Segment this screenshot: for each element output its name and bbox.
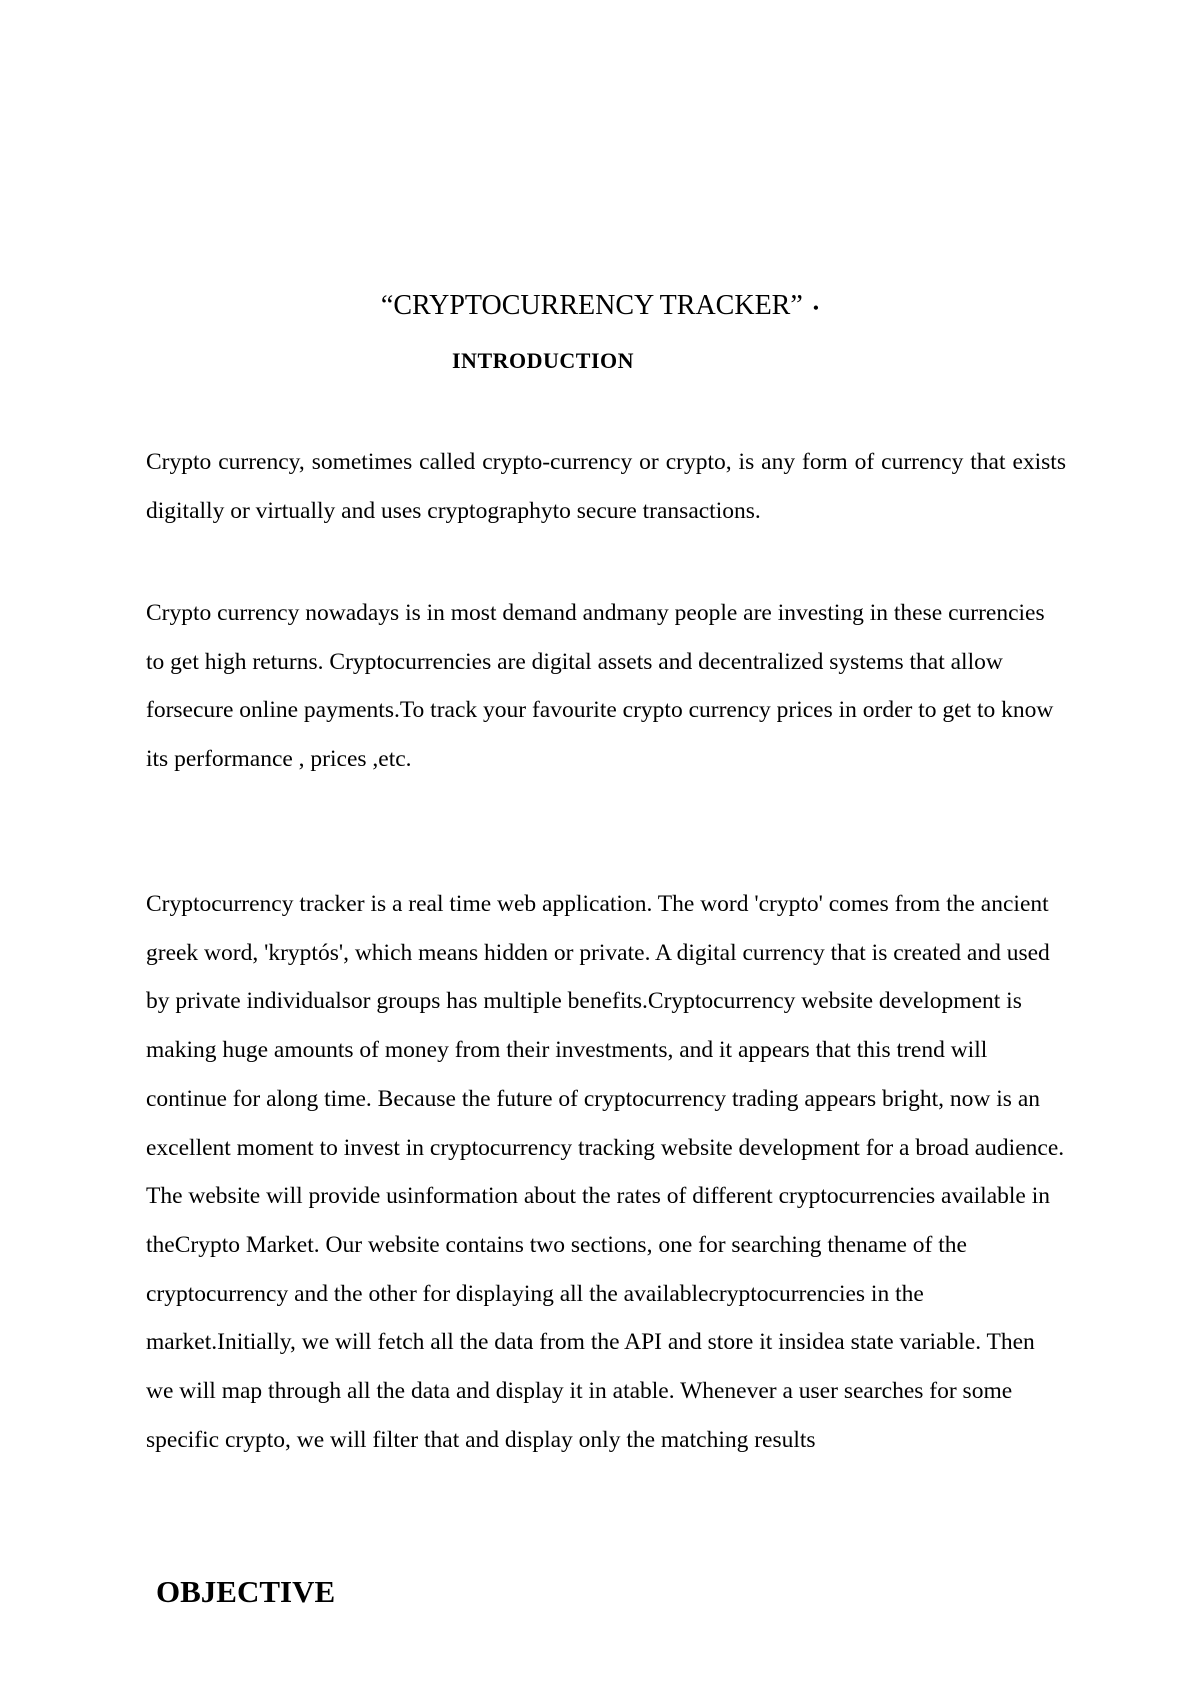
paragraph-definition: Crypto currency, sometimes called crypto-currency or crypto, is any form of currency that exists digitally or virtually and uses cryptographyto secure transactions. bbox=[146, 449, 1066, 524]
title-bullet-icon: • bbox=[812, 297, 820, 318]
document-title-text: “CRYPTOCURRENCY TRACKER” bbox=[380, 290, 803, 321]
paragraph-demand: Crypto currency nowadays is in most demand andmany people are investing in these currencies to get high returns. Cryptocurrencies are digital assets and decentralized systems that allow forsecure online payments.To track your favourite crypto currency prices in order to get to know its performance , prices ,etc. bbox=[146, 600, 1054, 773]
document-title bbox=[0, 288, 1200, 326]
paragraph-tracker-description: Cryptocurrency tracker is a real time web application. The word 'crypto' comes from the ancient greek word, 'kryptós', which means hidden or private. A digital currency that is created and used by private individualsor groups has multiple benefits.Cryptocurrency website development is making huge amounts of money from their investments, and it appears that this trend will continue for along time. Because the future of cryptocurrency trading appears bright, now is an excellent moment to invest in cryptocurrency tracking website development for a broad audience. The website will provide usinformation about the rates of different cryptocurrencies available in theCrypto Market. Our website contains two sections, one for searching thename of the cryptocurrency and the other for displaying all the availablecryptocurrencies in the market.Initially, we will fetch all the data from the API and store it insidea state variable. Then we will map through all the data and display it in atable. Whenever a user searches for some specific crypto, we will filter that and display only the matching results bbox=[146, 891, 1065, 1453]
section-title-introduction: INTRODUCTION bbox=[452, 348, 635, 373]
section-heading-objective: OBJECTIVE bbox=[156, 1574, 336, 1609]
